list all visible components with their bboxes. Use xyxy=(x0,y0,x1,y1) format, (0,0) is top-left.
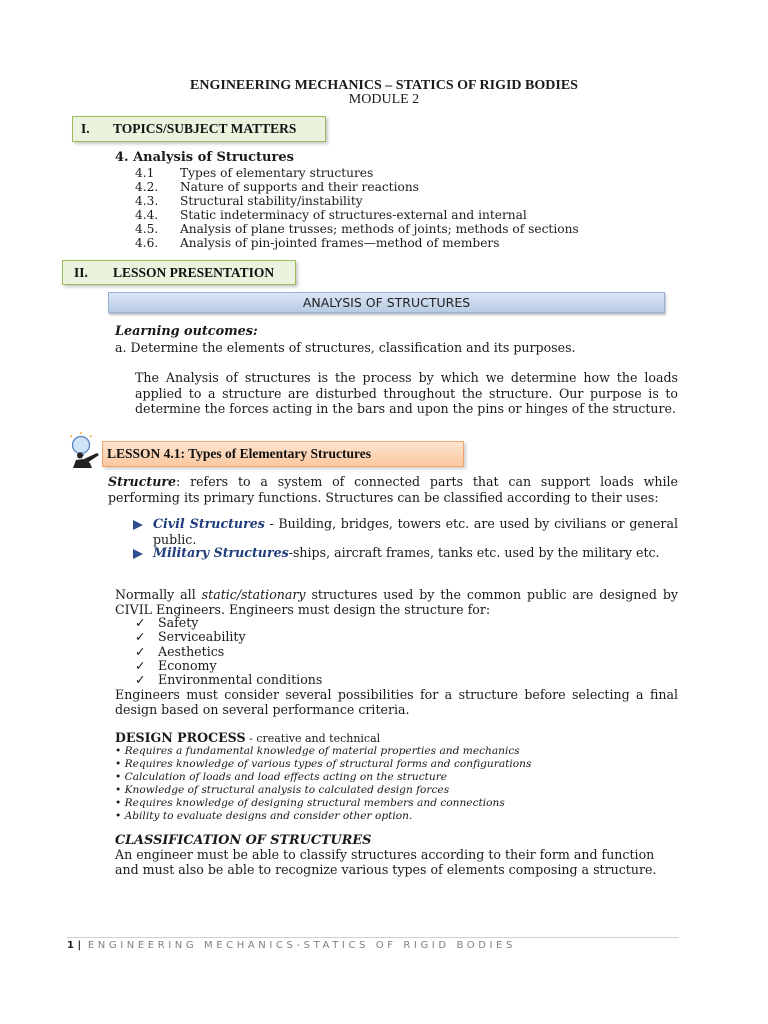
design-process-item: • Requires knowledge of designing structural members and connections xyxy=(115,797,505,809)
topic-item: 4.6. Analysis of pin-jointed frames—method of members xyxy=(135,236,500,250)
criteria-item: ✓ Economy xyxy=(135,658,217,673)
page-footer: 1 | ENGINEERING MECHANICS-STATICS OF RIGID BODIES xyxy=(67,940,516,951)
criteria-item: ✓ Aesthetics xyxy=(135,644,225,659)
military-structures-item: Military Structures-ships, aircraft frames, tanks etc. used by the military etc. xyxy=(153,545,660,560)
analysis-of-structures-banner: ANALYSIS OF STRUCTURES xyxy=(108,292,665,313)
footer-divider xyxy=(67,937,679,938)
topic-item: 4.1 Types of elementary structures xyxy=(135,166,374,180)
section-number: I. xyxy=(81,121,90,136)
design-process-item: • Ability to evaluate designs and consider other option. xyxy=(115,810,413,822)
design-process-item: • Knowledge of structural analysis to calculated design forces xyxy=(115,784,450,796)
classification-paragraph: An engineer must be able to classify structures according to their form and function and must also be able to recognize various types of elements composing a structure. xyxy=(115,847,657,877)
topic-item: 4.2. Nature of supports and their reactions xyxy=(135,180,419,194)
learning-outcome-a: a. Determine the elements of structures, classification and its purposes. xyxy=(115,340,576,355)
design-process-item: • Calculation of loads and load effects acting on the structure xyxy=(115,771,448,783)
section-label: LESSON PRESENTATION xyxy=(113,265,275,280)
structure-term: Structure xyxy=(108,474,176,489)
checkmark-icon: ✓ xyxy=(135,658,146,673)
page-number: 1 | xyxy=(67,940,82,951)
possibilities-paragraph: Engineers must consider several possibilities for a structure before selecting a final design based on several performance criteria. xyxy=(115,687,678,717)
topic-item: 4.4. Static indeterminacy of structures-external and internal xyxy=(135,208,527,222)
module-label: MODULE 2 xyxy=(348,92,420,107)
section-lesson-presentation-box xyxy=(62,260,296,285)
checkmark-icon: ✓ xyxy=(135,644,146,659)
topic-item: 4.5. Analysis of plane trusses; methods of joints; methods of sections xyxy=(135,222,579,236)
design-intro-paragraph: Normally all static/stationary structures used by the common public are designed by CIVIL Engineers. Engineers must design the structure for: xyxy=(115,587,678,617)
lightbulb-figure-icon xyxy=(64,432,104,468)
design-process-heading: DESIGN PROCESS - creative and technical xyxy=(115,730,381,745)
section-label: TOPICS/SUBJECT MATTERS xyxy=(113,121,297,136)
learning-outcomes-heading: Learning outcomes: xyxy=(115,324,258,339)
topic-heading: 4. Analysis of Structures xyxy=(115,150,294,165)
checkmark-icon: ✓ xyxy=(135,615,146,630)
criteria-item: ✓ Serviceability xyxy=(135,629,246,644)
topic-item: 4.3. Structural stability/instability xyxy=(135,194,363,208)
checkmark-icon: ✓ xyxy=(135,672,146,687)
analysis-definition-paragraph: The Analysis of structures is the process by which we determine how the loads applied to a structure are disturbed throughout the structure. Our purpose is to determine the forces acting in the bars and upon the pins or hinges of the structure. xyxy=(135,370,678,416)
criteria-item: ✓ Environmental conditions xyxy=(135,672,323,687)
section-topics-box xyxy=(72,116,326,142)
structure-definition: Structure: refers to a system of connected parts that can support loads while performing its primary functions. Structures can be classified according to their uses: xyxy=(108,474,678,505)
document-title: ENGINEERING MECHANICS – STATICS OF RIGID BODIES xyxy=(190,78,578,93)
civil-structures-item: Civil Structures - Building, bridges, towers etc. are used by civilians or general public. xyxy=(153,516,678,547)
triangle-bullet-icon xyxy=(133,549,143,559)
section-number: II. xyxy=(74,265,88,280)
checkmark-icon: ✓ xyxy=(135,629,146,644)
triangle-bullet-icon xyxy=(133,520,143,530)
design-process-item: • Requires a fundamental knowledge of material properties and mechanics xyxy=(115,745,520,757)
criteria-item: ✓ Safety xyxy=(135,615,199,630)
lesson-4-1-box: LESSON 4.1: Types of Elementary Structures xyxy=(102,441,464,467)
design-process-item: • Requires knowledge of various types of structural forms and configurations xyxy=(115,758,532,770)
classification-heading: CLASSIFICATION OF STRUCTURES xyxy=(115,833,372,848)
